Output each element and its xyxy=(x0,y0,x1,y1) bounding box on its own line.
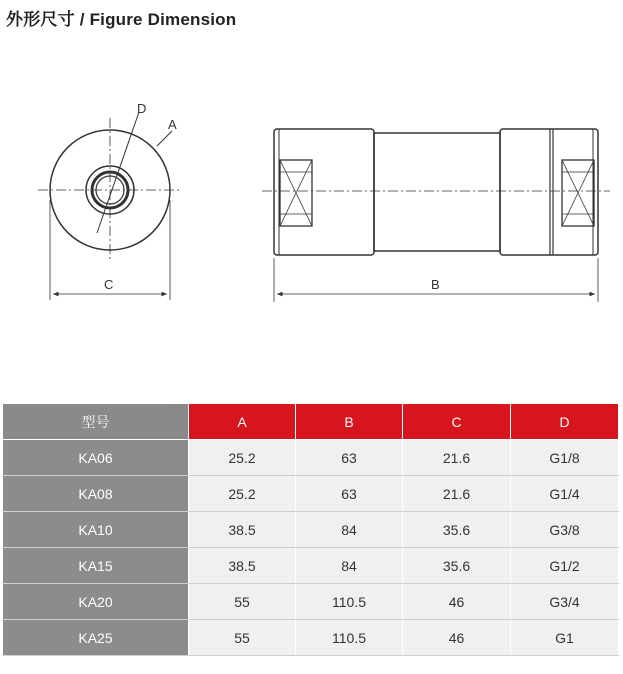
cell-c: 21.6 xyxy=(403,476,511,512)
cell-d: G1 xyxy=(511,620,619,656)
label-c: C xyxy=(104,277,114,292)
cell-c: 46 xyxy=(403,584,511,620)
label-b: B xyxy=(431,277,440,292)
cell-model: KA15 xyxy=(3,548,189,584)
cell-c: 35.6 xyxy=(403,512,511,548)
cell-b: 84 xyxy=(296,548,403,584)
header-b: B xyxy=(296,404,403,440)
cell-c: 21.6 xyxy=(403,440,511,476)
header-a: A xyxy=(189,404,296,440)
page-title: 外形尺寸 / Figure Dimension xyxy=(6,10,237,29)
cell-d: G3/8 xyxy=(511,512,619,548)
cell-b: 84 xyxy=(296,512,403,548)
cell-model: KA06 xyxy=(3,440,189,476)
cell-b: 63 xyxy=(296,476,403,512)
table-row xyxy=(3,512,619,548)
header-c: C xyxy=(403,404,511,440)
end-view xyxy=(38,112,182,300)
cell-a: 55 xyxy=(189,620,296,656)
cell-d: G1/8 xyxy=(511,440,619,476)
cell-d: G1/4 xyxy=(511,476,619,512)
cell-b: 110.5 xyxy=(296,620,403,656)
table-row xyxy=(3,548,619,584)
header-d: D xyxy=(511,404,619,440)
label-d: D xyxy=(137,101,147,116)
cell-model: KA08 xyxy=(3,476,189,512)
cell-a: 25.2 xyxy=(189,440,296,476)
table-header-row xyxy=(3,404,619,440)
cell-a: 25.2 xyxy=(189,476,296,512)
left-end-cap xyxy=(274,129,374,255)
table-row xyxy=(3,440,619,476)
header-model: 型号 xyxy=(3,404,189,440)
cell-b: 110.5 xyxy=(296,584,403,620)
cell-d: G3/4 xyxy=(511,584,619,620)
cell-a: 38.5 xyxy=(189,512,296,548)
cell-c: 35.6 xyxy=(403,548,511,584)
cell-model: KA20 xyxy=(3,584,189,620)
cell-a: 38.5 xyxy=(189,548,296,584)
dimension-table xyxy=(2,403,619,656)
table-row xyxy=(3,584,619,620)
cell-a: 55 xyxy=(189,584,296,620)
a-leader-line xyxy=(157,131,172,146)
right-end-cap xyxy=(500,129,598,255)
cell-c: 46 xyxy=(403,620,511,656)
label-a: A xyxy=(168,117,177,132)
body xyxy=(374,133,500,251)
cell-b: 63 xyxy=(296,440,403,476)
cell-d: G1/2 xyxy=(511,548,619,584)
cell-model: KA10 xyxy=(3,512,189,548)
table-row xyxy=(3,476,619,512)
table-row xyxy=(3,620,619,656)
cell-model: KA25 xyxy=(3,620,189,656)
